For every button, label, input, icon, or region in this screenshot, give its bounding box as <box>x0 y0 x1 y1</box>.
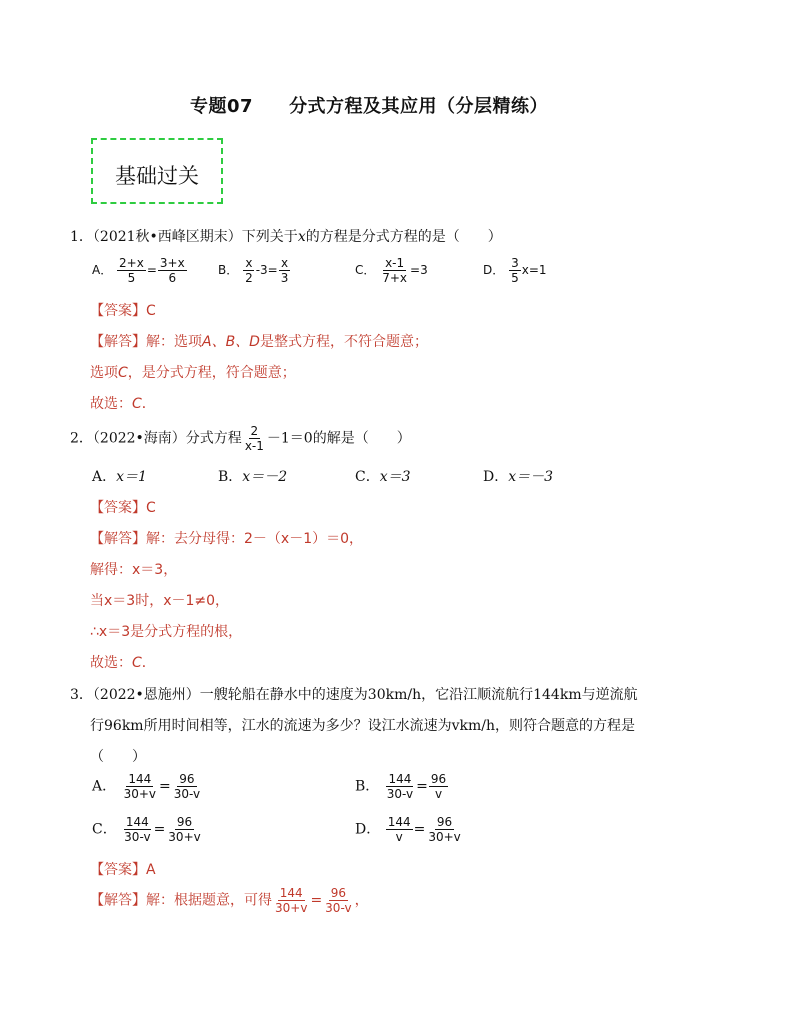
q2-solution-line-2: 解得：x＝3， <box>90 562 178 578</box>
q2-option-b <box>218 466 287 486</box>
q1-sol2-b: ，是分式方程，符合题意； <box>127 365 296 381</box>
q1-solution-line-1 <box>90 331 428 351</box>
q3-b-n2: 96 <box>430 772 447 786</box>
q3-sol-frac1 <box>273 886 309 915</box>
q1-sol3-var: C <box>132 396 142 412</box>
q2-sol5-end: ． <box>141 655 156 671</box>
q3-solution-line-1 <box>90 886 369 915</box>
q3-option-d <box>355 815 464 844</box>
section-badge <box>91 138 223 204</box>
q3-b-eq: = <box>416 778 428 795</box>
q2-option-d <box>483 466 553 486</box>
q1-tail: 的方程是分式方程的是（ ） <box>305 229 502 245</box>
q3-b-d1: 30-v <box>386 787 414 801</box>
q1-answer-tag: 【答案】 <box>90 303 146 319</box>
q1-a-num2: 3+x <box>159 256 185 270</box>
q2-option-c <box>355 466 411 486</box>
q1-c-den: 7+x <box>382 271 408 285</box>
q3-d-frac2 <box>426 815 462 844</box>
q3-c-n2: 96 <box>176 815 193 829</box>
q1-d-num: 3 <box>511 256 519 270</box>
q2-frac-den: x-1 <box>244 439 264 453</box>
q1-a-num1: 2+x <box>119 256 144 270</box>
q1-option-b <box>218 256 291 285</box>
q2-sol1: 解：去分母得：2－（x－1）＝0， <box>146 531 364 547</box>
q2-option-d-value: x＝－3 <box>508 469 554 485</box>
q1-b-frac1 <box>243 256 255 285</box>
q1-sol2-var: C <box>118 365 128 381</box>
q1-option-c <box>355 256 428 285</box>
q3-b-frac2 <box>429 772 448 801</box>
q1-d-tail: x=1 <box>521 263 547 277</box>
q3-option-b-label: B． <box>355 778 380 795</box>
q3-a-d2: 30-v <box>173 787 201 801</box>
q3-b-frac1 <box>385 772 415 801</box>
question-2-stem <box>70 424 411 453</box>
q3-sol-eq: = <box>310 892 323 909</box>
q1-a-den2: 6 <box>168 271 177 285</box>
q3-answer-tag: 【答案】 <box>90 862 146 878</box>
section-badge-label: 基础过关 <box>115 164 199 188</box>
q1-a-den1: 5 <box>127 271 136 285</box>
q1-sol3-end: ． <box>141 396 156 412</box>
q1-sol3: 故选： <box>90 396 132 412</box>
question-1-stem <box>70 226 502 246</box>
q1-number: 1． <box>70 229 93 245</box>
q3-c-frac2 <box>166 815 202 844</box>
topic-name: 分式方程及其应用（分层精练） <box>289 96 549 117</box>
q1-c-num: x-1 <box>385 256 405 270</box>
q3-d-n1: 144 <box>387 815 411 829</box>
q3-a-eq: = <box>159 778 171 795</box>
q1-solution-vars: A、B、D <box>202 334 260 350</box>
q1-answer-value: C <box>146 303 156 319</box>
q2-answer-tag: 【答案】 <box>90 500 146 516</box>
question-3-stem-line-3: （ ） <box>90 749 146 765</box>
q1-option-c-label: C． <box>355 263 376 277</box>
q3-sol-d2: 30-v <box>325 901 352 915</box>
q3-option-b <box>355 772 449 801</box>
q1-solution-text: 解：选项 <box>146 334 202 350</box>
q2-option-b-label: B． <box>218 469 243 485</box>
q2-answer-value: C <box>146 500 156 516</box>
q2-option-a-label: A． <box>92 469 117 485</box>
q1-solution-tail: 是整式方程，不符合题意； <box>259 334 428 350</box>
q1-d-frac <box>509 256 521 285</box>
q1-a-frac1 <box>117 256 146 285</box>
q3-sol1: 解：根据题意，可得 <box>146 892 272 909</box>
q3-d-eq: = <box>413 821 426 838</box>
q3-answer-value: A <box>146 862 156 878</box>
q3-number: 3． <box>70 687 93 703</box>
q1-solution-line-2 <box>90 362 296 382</box>
q1-option-d-label: D． <box>483 263 505 277</box>
q1-option-b-label: B． <box>218 263 239 277</box>
q1-b-mid: -3= <box>255 263 278 277</box>
q2-sol5-var: C <box>132 655 142 671</box>
q3-answer <box>90 859 156 879</box>
q2-solution-line-5 <box>90 652 156 672</box>
q3-option-a-label: A． <box>92 778 117 795</box>
q2-solution-line-1 <box>90 528 363 548</box>
q2-option-c-value: x＝3 <box>379 469 411 485</box>
q3-sol-end: ， <box>354 892 369 909</box>
q1-answer <box>90 300 156 320</box>
q3-option-c <box>92 815 204 844</box>
q3-sol-d1: 30+v <box>275 901 308 915</box>
q2-option-b-value: x＝－2 <box>242 469 288 485</box>
q1-solution-tag: 【解答】 <box>90 334 146 350</box>
q3-a-d1: 30+v <box>123 787 157 801</box>
q3-a-n1: 144 <box>128 772 152 786</box>
q1-solution-line-3 <box>90 393 156 413</box>
q2-tail: －1＝0的解是（ ） <box>266 430 411 447</box>
topic-number: 专题07 <box>190 96 254 117</box>
q3-sol-n2: 96 <box>330 886 346 900</box>
q1-c-frac <box>380 256 409 285</box>
q3-option-a <box>92 772 203 801</box>
q3-option-d-label: D． <box>355 821 381 838</box>
q2-answer <box>90 497 156 517</box>
q3-sol-n1: 144 <box>279 886 303 900</box>
q2-frac-num: 2 <box>250 424 259 438</box>
q1-b-num2: x <box>281 256 289 270</box>
q2-solution-line-4: ∴x＝3是分式方程的根， <box>90 624 243 640</box>
q1-b-den2: 3 <box>280 271 289 285</box>
q3-option-c-label: C． <box>92 821 117 838</box>
q3-d-n2: 96 <box>436 815 453 829</box>
question-3-stem-line-1 <box>70 684 638 704</box>
q3-b-d2: v <box>434 787 443 801</box>
q2-option-a <box>92 466 147 486</box>
q2-number: 2． <box>70 430 93 447</box>
q3-sol-frac2 <box>323 886 353 915</box>
q2-solution-line-3: 当x＝3时，x－1≠0， <box>90 593 230 609</box>
q1-a-eq: = <box>146 263 157 277</box>
q3-a-frac2 <box>172 772 202 801</box>
q2-option-c-label: C． <box>355 469 380 485</box>
q1-b-num1: x <box>245 256 253 270</box>
q1-var: x <box>297 229 306 245</box>
q3-a-n2: 96 <box>179 772 195 786</box>
q2-frac <box>243 424 266 453</box>
q2-solution-tag: 【解答】 <box>90 531 146 547</box>
q3-d-d2: 30+v <box>428 830 461 844</box>
q2-source: （2022•海南）分式方程 <box>92 430 242 447</box>
q3-c-n1: 144 <box>125 815 149 829</box>
q3-c-frac1 <box>122 815 152 844</box>
q1-option-a <box>92 256 188 285</box>
question-3-stem-line-2: 行96km所用时间相等，江水的流速为多少？设江水流速为vkm/h，则符合题意的方程是 <box>90 718 635 734</box>
q1-d-den: 5 <box>511 271 519 285</box>
q1-b-frac2 <box>279 256 291 285</box>
q3-c-d2: 30+v <box>168 830 201 844</box>
q3-c-d1: 30-v <box>124 830 151 844</box>
q1-sol2-a: 选项 <box>90 365 118 381</box>
q1-option-a-label: A． <box>92 263 113 277</box>
page-title <box>190 92 548 118</box>
q3-d-frac1 <box>386 815 413 844</box>
q1-c-tail: =3 <box>410 263 428 277</box>
q2-option-a-value: x＝1 <box>116 469 147 485</box>
q3-line1: （2022•恩施州）一艘轮船在静水中的速度为30km/h，它沿江顺流航行144km与逆流航 <box>92 687 638 703</box>
q3-c-eq: = <box>153 821 166 838</box>
q2-option-d-label: D． <box>483 469 509 485</box>
q2-sol5: 故选： <box>90 655 132 671</box>
q1-a-frac2 <box>158 256 187 285</box>
q3-b-n1: 144 <box>388 772 412 786</box>
q1-source: （2021秋•西峰区期末）下列关于 <box>92 229 298 245</box>
q1-option-d <box>483 256 547 285</box>
q1-b-den1: 2 <box>245 271 253 285</box>
q3-solution-tag: 【解答】 <box>90 892 146 909</box>
q3-d-d1: v <box>395 830 403 844</box>
q3-a-frac1 <box>122 772 158 801</box>
